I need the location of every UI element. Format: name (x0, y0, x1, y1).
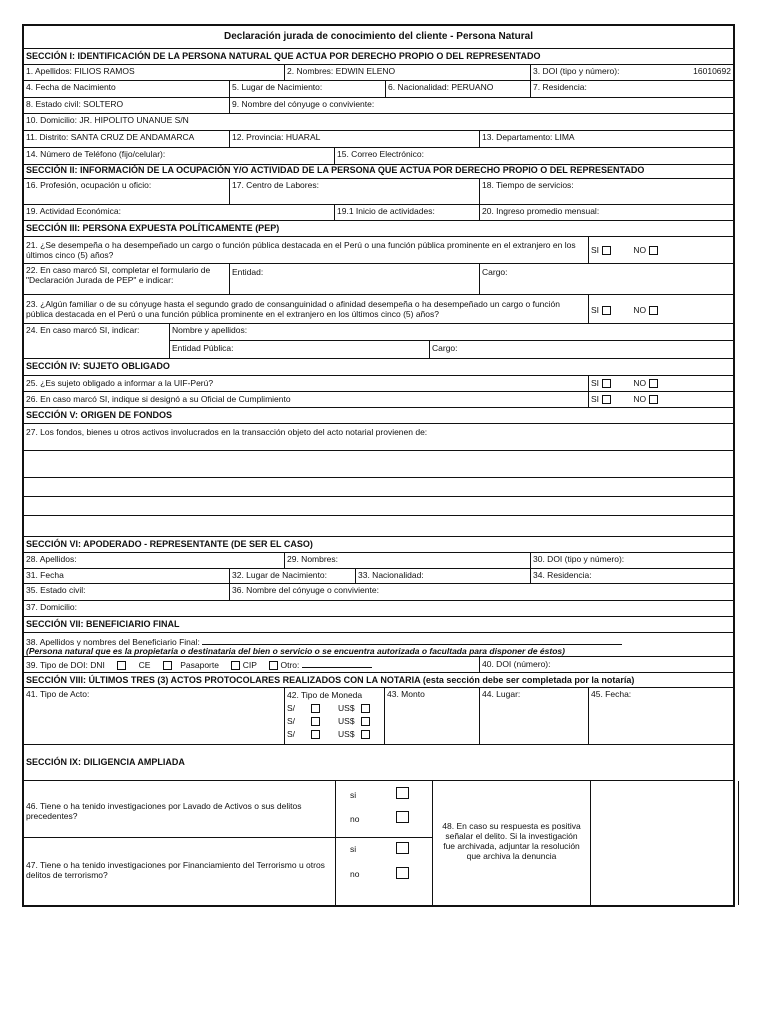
apoderado-fecha-field[interactable]: 31. Fecha (26, 570, 64, 580)
dolares-checkbox-3[interactable] (361, 730, 370, 739)
section-2-header-row (24, 165, 733, 179)
q26-no-label: NO (633, 394, 647, 404)
q26-si-label: SI (591, 394, 600, 404)
s1-row6 (24, 148, 733, 165)
s9-table (24, 780, 733, 905)
s7-row-q39 (24, 657, 733, 673)
distrito-field[interactable]: 11. Distrito: SANTA CRUZ DE ANDAMARCA (26, 132, 195, 142)
beneficiario-input[interactable] (202, 636, 622, 645)
q25-no-label: NO (633, 378, 647, 388)
s1-row3 (24, 98, 733, 114)
s4-row-q25 (24, 376, 733, 392)
correo-field[interactable]: 15. Correo Electrónico: (334, 148, 733, 164)
section-3-header-row (24, 221, 733, 237)
q21-options (588, 237, 733, 263)
q47-si-label: si (350, 844, 357, 854)
s1-row1 (24, 65, 733, 81)
s8-actos-row (24, 688, 733, 745)
q46-si-checkbox[interactable] (396, 787, 409, 799)
s3-row-q22 (24, 264, 733, 295)
q46-no-checkbox[interactable] (396, 811, 409, 823)
q23-label: 23. ¿Algún familiar o de su cónyuge hasta el segundo grado de consanguinidad o afinidad desempeña o ha desempeñado un cargo o función pública destacada en el Perú o una función pública prominente en el extranjero en los últimos cinco (5) años? (26, 299, 560, 319)
provincia-field[interactable]: 12. Provincia: HUARAL (229, 131, 479, 147)
q21-no-checkbox[interactable] (649, 246, 658, 255)
conyuge-field[interactable]: 9. Nombre del cónyuge o conviviente: (229, 98, 733, 113)
s1-row5 (24, 131, 733, 148)
s2-row1 (24, 179, 733, 205)
otro-label: Otro: (280, 660, 300, 670)
pasaporte-checkbox[interactable] (231, 661, 240, 670)
inicio-actividades-field[interactable]: 19.1 Inicio de actividades: (334, 205, 479, 220)
doi-numero-field[interactable]: 40. DOI (número): (479, 657, 733, 672)
q23-si-checkbox[interactable] (602, 306, 611, 315)
section-7-header-row (24, 617, 733, 633)
q48-answer-field[interactable] (590, 781, 738, 905)
section-3-header: SECCIÓN III: PERSONA EXPUESTA POLÍTICAMENTE (PEP) (26, 223, 280, 233)
dolares-label: US$ (338, 703, 355, 713)
dni-checkbox[interactable] (117, 661, 126, 670)
q46-si-label: si (350, 790, 357, 800)
section-7-header: SECCIÓN VII: BENEFICIARIO FINAL (26, 619, 180, 629)
form-title: Declaración jurada de conocimiento del cliente - Persona Natural (224, 31, 533, 42)
monto-field[interactable]: 43. Monto (384, 688, 479, 744)
s6-row1 (24, 553, 733, 569)
section-2-header: SECCIÓN II: INFORMACIÓN DE LA OCUPACIÓN Y/O ACTIVIDAD DE LA PERSONA QUE ACTUA POR DERECHO PROPIO O DEL REPRESENTADO (26, 165, 645, 175)
q24-label: 24. En caso marcó SI, indicar: (26, 325, 140, 335)
apoderado-nacionalidad-field[interactable]: 33. Nacionalidad: (355, 569, 530, 583)
kyc-form (22, 24, 735, 907)
ingreso-mensual-field[interactable]: 20. Ingreso promedio mensual: (479, 205, 733, 220)
q23-options (588, 295, 733, 323)
apoderado-lugar-field[interactable]: 32. Lugar de Nacimiento: (229, 569, 355, 583)
fecha-acto-field[interactable]: 45. Fecha: (588, 688, 733, 744)
otro-input[interactable] (302, 659, 372, 668)
q23-no-label: NO (633, 305, 647, 315)
q47-no-checkbox[interactable] (396, 867, 409, 879)
section-6-header: SECCIÓN VI: APODERADO - REPRESENTANTE (DE SER EL CASO) (26, 539, 313, 549)
s4-row-q26 (24, 392, 733, 408)
q46-label: 46. Tiene o ha tenido investigaciones por Lavado de Activos o sus delitos precedentes? (24, 781, 335, 838)
section-1-header-row (24, 49, 733, 65)
s5-row-q27 (24, 424, 733, 451)
section-8-header-row (24, 673, 733, 688)
q22-label: 22. En caso marcó SI, completar el formulario de "Declaración Jurada de PEP" e indicar: (26, 265, 211, 285)
s6-row4 (24, 601, 733, 617)
q46-no-label: no (350, 814, 360, 824)
familiar-entidad-field[interactable]: Entidad Pública: (169, 341, 429, 358)
nacionalidad-field[interactable]: 6. Nacionalidad: PERUANO (385, 81, 530, 97)
soles-label: S/ (287, 716, 296, 726)
s2-row2 (24, 205, 733, 221)
domicilio-field[interactable]: 10. Domicilio: JR. HIPOLITO UNANUE S/N (26, 115, 189, 125)
q25-no-checkbox[interactable] (649, 379, 658, 388)
centro-labores-field[interactable]: 17. Centro de Labores: (229, 179, 479, 204)
tiempo-servicios-field[interactable]: 18. Tiempo de servicios: (479, 179, 733, 204)
dolares-checkbox-2[interactable] (361, 717, 370, 726)
fondos-line-3[interactable] (24, 497, 733, 516)
telefono-field[interactable]: 14. Número de Teléfono (fijo/celular): (26, 149, 166, 159)
profesion-field[interactable]: 16. Profesión, ocupación u oficio: (26, 180, 152, 190)
q39-label: 39. Tipo de DOI: DNI (26, 660, 105, 670)
q38-label: 38. Apellidos y nombres del Beneficiario Final: (26, 637, 200, 646)
section-4-header-row (24, 359, 733, 376)
apoderado-residencia-field[interactable]: 34. Residencia: (530, 569, 733, 583)
s3-row-q21 (24, 237, 733, 264)
q47-no-label: no (350, 869, 360, 879)
moneda-line-1 (287, 702, 382, 715)
q47-si-checkbox[interactable] (396, 842, 409, 854)
tipo-acto-field[interactable]: 41. Tipo de Acto: (26, 689, 90, 699)
section-5-header: SECCIÓN V: ORIGEN DE FONDOS (26, 410, 173, 420)
residencia-field[interactable]: 7. Residencia: (530, 81, 733, 97)
section-4-header: SECCIÓN IV: SUJETO OBLIGADO (26, 361, 170, 371)
nombres-field[interactable]: 2. Nombres: EDWIN ELENO (284, 65, 530, 80)
q26-options (588, 392, 733, 407)
soles-checkbox-1[interactable] (311, 704, 320, 713)
doi-value: 16010692 (693, 66, 731, 76)
q48-extra-cell (738, 781, 743, 905)
q27-label: 27. Los fondos, bienes u otros activos involucrados en la transacción objeto del acto notarial provienen de: (26, 427, 428, 437)
apoderado-nombres-field[interactable]: 29. Nombres: (284, 553, 530, 568)
section-9-header: SECCIÓN IX: DILIGENCIA AMPLIADA (26, 757, 185, 767)
q26-no-checkbox[interactable] (649, 395, 658, 404)
s3-row-q23 (24, 295, 733, 324)
cip-label: CIP (242, 660, 257, 670)
s6-row2 (24, 569, 733, 584)
apoderado-apellidos-field[interactable]: 28. Apellidos: (26, 554, 77, 564)
pep-entidad-field[interactable]: Entidad: (229, 264, 479, 294)
s3-row-q24 (24, 324, 733, 359)
estado-civil-field[interactable]: 8. Estado civil: SOLTERO (26, 99, 124, 109)
s7-row-q38 (24, 633, 733, 657)
moneda-line-3 (287, 728, 382, 741)
q25-si-checkbox[interactable] (602, 379, 611, 388)
soles-checkbox-2[interactable] (311, 717, 320, 726)
fecha-nacimiento-field[interactable]: 4. Fecha de Nacimiento (26, 82, 116, 92)
soles-checkbox-3[interactable] (311, 730, 320, 739)
q39-options (24, 657, 479, 672)
dolares-label: US$ (338, 716, 355, 726)
departamento-field[interactable]: 13. Departamento: LIMA (479, 131, 733, 147)
s6-row3 (24, 584, 733, 601)
q23-si-label: SI (591, 305, 600, 315)
s1-row2 (24, 81, 733, 98)
q25-options (588, 376, 733, 391)
pep-cargo-field[interactable]: Cargo: (479, 264, 733, 294)
section-9-header-row (24, 745, 733, 780)
ce-label: CE (138, 660, 151, 670)
title-row (24, 26, 733, 49)
familiar-cargo-field[interactable]: Cargo: (429, 341, 733, 358)
beneficiario-note: (Persona natural que es la propietaria o destinataria del bien o servicio o se encuentra autorizada o facultada para disponer de éstos) (26, 646, 565, 656)
q47-label: 47. Tiene o ha tenido investigaciones por Financiamiento del Terrorismo u otros delitos de terrorismo? (26, 860, 325, 880)
q21-si-checkbox[interactable] (602, 246, 611, 255)
q23-no-checkbox[interactable] (649, 306, 658, 315)
dolares-checkbox-1[interactable] (361, 704, 370, 713)
soles-label: S/ (287, 729, 296, 739)
moneda-column (284, 688, 384, 744)
apoderado-estado-civil-field[interactable]: 35. Estado civil: (26, 585, 86, 595)
apoderado-doi-field[interactable]: 30. DOI (tipo y número): (530, 553, 733, 568)
lugar-acto-field[interactable]: 44. Lugar: (479, 688, 588, 744)
q21-label: 21. ¿Se desempeña o ha desempeñado un cargo o función pública destacada en el Perú o una función pública prominente en el extranjero en los últimos cinco (5) años? (26, 240, 576, 260)
q25-label: 25. ¿Es sujeto obligado a informar a la UIF-Perú? (26, 378, 214, 388)
apoderado-domicilio-field[interactable]: 37. Domicilio: (26, 602, 78, 612)
dolares-label: US$ (338, 729, 355, 739)
apoderado-conyuge-field[interactable]: 36. Nombre del cónyuge o conviviente: (229, 584, 733, 600)
pasaporte-label: Pasaporte (180, 660, 219, 670)
otro-checkbox[interactable] (269, 661, 278, 670)
q47-options (335, 838, 432, 905)
actividad-economica-field[interactable]: 19. Actividad Económica: (26, 206, 121, 216)
familiar-nombre-field[interactable]: Nombre y apellidos: (169, 324, 733, 341)
section-1-header: SECCIÓN I: IDENTIFICACIÓN DE LA PERSONA NATURAL QUE ACTUA POR DERECHO PROPIO O DEL REPRESENTADO (26, 51, 541, 61)
q21-si-label: SI (591, 245, 600, 255)
section-8-header: SECCIÓN VIII: ÚLTIMOS TRES (3) ACTOS PROTOCOLARES REALIZADOS CON LA NOTARIA (esta sección debe ser completada por la notaría) (26, 675, 635, 685)
fondos-line-1[interactable] (24, 451, 733, 478)
tipo-moneda-label: 42. Tipo de Moneda (287, 690, 363, 700)
q48-label: 48. En caso su respuesta es positiva señalar el delito. Si la investigación fue archivada, adjuntar la resolución que archiva la denuncia (432, 781, 590, 905)
q26-label: 26. En caso marcó SI, indique si designó a su Oficial de Cumplimiento (26, 394, 291, 404)
apellidos-field[interactable]: 1. Apellidos: FILIOS RAMOS (26, 66, 135, 76)
section-6-header-row (24, 537, 733, 553)
q25-si-label: SI (591, 378, 600, 388)
lugar-nacimiento-field[interactable]: 5. Lugar de Nacimiento: (229, 81, 385, 97)
soles-label: S/ (287, 703, 296, 713)
fondos-line-2[interactable] (24, 478, 733, 497)
doi-field[interactable]: 3. DOI (tipo y número): (530, 65, 660, 80)
fondos-line-4[interactable] (24, 516, 733, 537)
s1-row4 (24, 114, 733, 131)
section-5-header-row (24, 408, 733, 424)
q46-options (335, 781, 432, 838)
q26-si-checkbox[interactable] (602, 395, 611, 404)
moneda-line-2 (287, 715, 382, 728)
q21-no-label: NO (633, 245, 647, 255)
ce-checkbox[interactable] (163, 661, 172, 670)
